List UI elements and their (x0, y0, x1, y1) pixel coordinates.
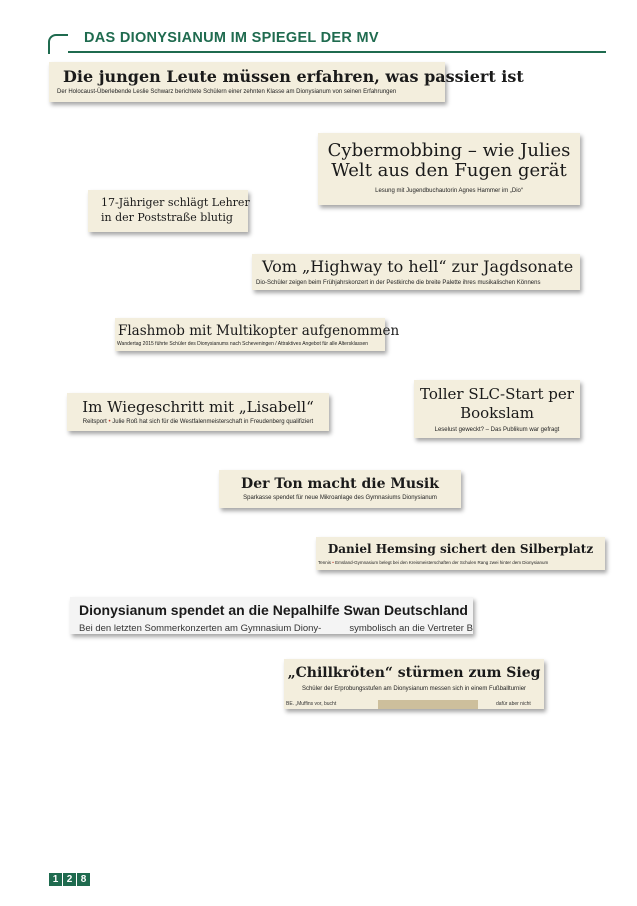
clipping-ton-musik (219, 470, 461, 508)
clipping-subline-text: Julie Roß hat sich für die Westfalenmeisterschaft in Freudenberg qualifiziert (112, 419, 314, 425)
page-number-digit: 2 (63, 873, 76, 886)
page-title: DAS DIONYSIANUM IM SPIEGEL DER MV (84, 30, 379, 46)
clipping-body-right: symbolisch an die Vertreter B (349, 623, 473, 634)
clipping-headline: Flashmob mit Multikopter aufgenommen (118, 323, 400, 339)
clipping-subline: Dio-Schüler zeigen beim Frühjahrskonzert in der Pestkirche die breite Palette ihres musikalischen Könnens (256, 280, 541, 286)
clipping-headline: Toller SLC-Start per Bookslam (420, 385, 574, 422)
clipping-subline: Sparkasse spendet für neue Mikroanlage des Gymnasiums Dionysianum (243, 495, 437, 501)
clipping-headline: Im Wiegeschritt mit „Lisabell“ (82, 398, 314, 416)
page-header (48, 28, 606, 54)
clipping-rubric: Tennis (318, 560, 332, 565)
clipping-headline: Vom „Highway to hell“ zur Jagdsonate (262, 257, 574, 276)
clipping-headline: Daniel Hemsing sichert den Silberplatz (327, 542, 594, 556)
bullet: • (108, 419, 111, 425)
clipping-rubric: Reitsport (82, 419, 107, 425)
clipping-headline-line: in der Poststraße blutig (101, 211, 233, 224)
clipping-flashmob (115, 318, 400, 351)
clipping-subline: Schüler der Erprobungsstufen am Dionysianum messen sich in einem Fußballturnier (301, 686, 527, 692)
clipping-lisabell (67, 393, 329, 431)
clipping-headline-line: 17-Jähriger schlägt Lehrer (101, 196, 250, 209)
clipping-subline: Leselust geweckt? – Das Publikum war gefragt (434, 427, 560, 433)
clipping-subline: Der Holocaust-Überlebende Leslie Schwarz berichtete Schülern einer zehnten Klasse am Dionysianum von seinen Erfahrungen (57, 89, 397, 95)
header-frame-corner (48, 34, 68, 54)
clipping-subline: Lesung mit Jugendbuchautorin Agnes Hammer im „Dio“ (375, 188, 523, 194)
header-rule (68, 51, 606, 53)
clipping-holocaust (49, 62, 524, 102)
clipping-snippet-right: dafür aber nicht (496, 701, 531, 707)
clipping-headline: Die jungen Leute müssen erfahren, was passiert ist (63, 67, 524, 86)
clipping-highway (252, 254, 580, 290)
clipping-headline: Cybermobbing – wie Julies Welt aus den Fugen gerät (327, 140, 571, 181)
clipping-cybermobbing (318, 133, 580, 205)
clipping-snippet-left: BE. „Muffins vor, bucht (286, 701, 337, 707)
clipping-nepalhilfe (70, 597, 473, 634)
page-number (49, 873, 90, 886)
clipping-headline: „Chillkröten“ stürmen zum Sieg (287, 665, 541, 681)
clipping-snippet (284, 700, 544, 709)
clipping-subline-text: Emsland-Gymnasium belegt bei den Kreismeisterschaften der Schulen Rang zwei hinter dem Dionysianum (335, 560, 549, 565)
page-number-digit: 8 (77, 873, 90, 886)
bullet: • (332, 560, 334, 565)
clipping-bookslam (414, 380, 580, 438)
clipping-hemsing (316, 537, 605, 570)
clipping-subline (318, 560, 548, 565)
clipping-chillkroeten (284, 659, 544, 709)
clipping-headline (101, 195, 250, 225)
clipping-body-left: Bei den letzten Sommerkonzerten am Gymnasium Diony- (79, 623, 322, 634)
clipping-photo (378, 700, 478, 709)
page-number-digit: 1 (49, 873, 62, 886)
clipping-subline: Wandertag 2015 führte Schüler des Dionysianums nach Scheveningen / Attraktives Angebot für alle Altersklassen (117, 341, 369, 347)
clipping-headline: Der Ton macht die Musik (241, 476, 439, 492)
clipping-headline: Dionysianum spendet an die Nepalhilfe Swan Deutschland (79, 602, 468, 618)
clipping-lehrer (88, 190, 248, 232)
clipping-body (79, 623, 501, 634)
clipping-subline (67, 419, 329, 425)
